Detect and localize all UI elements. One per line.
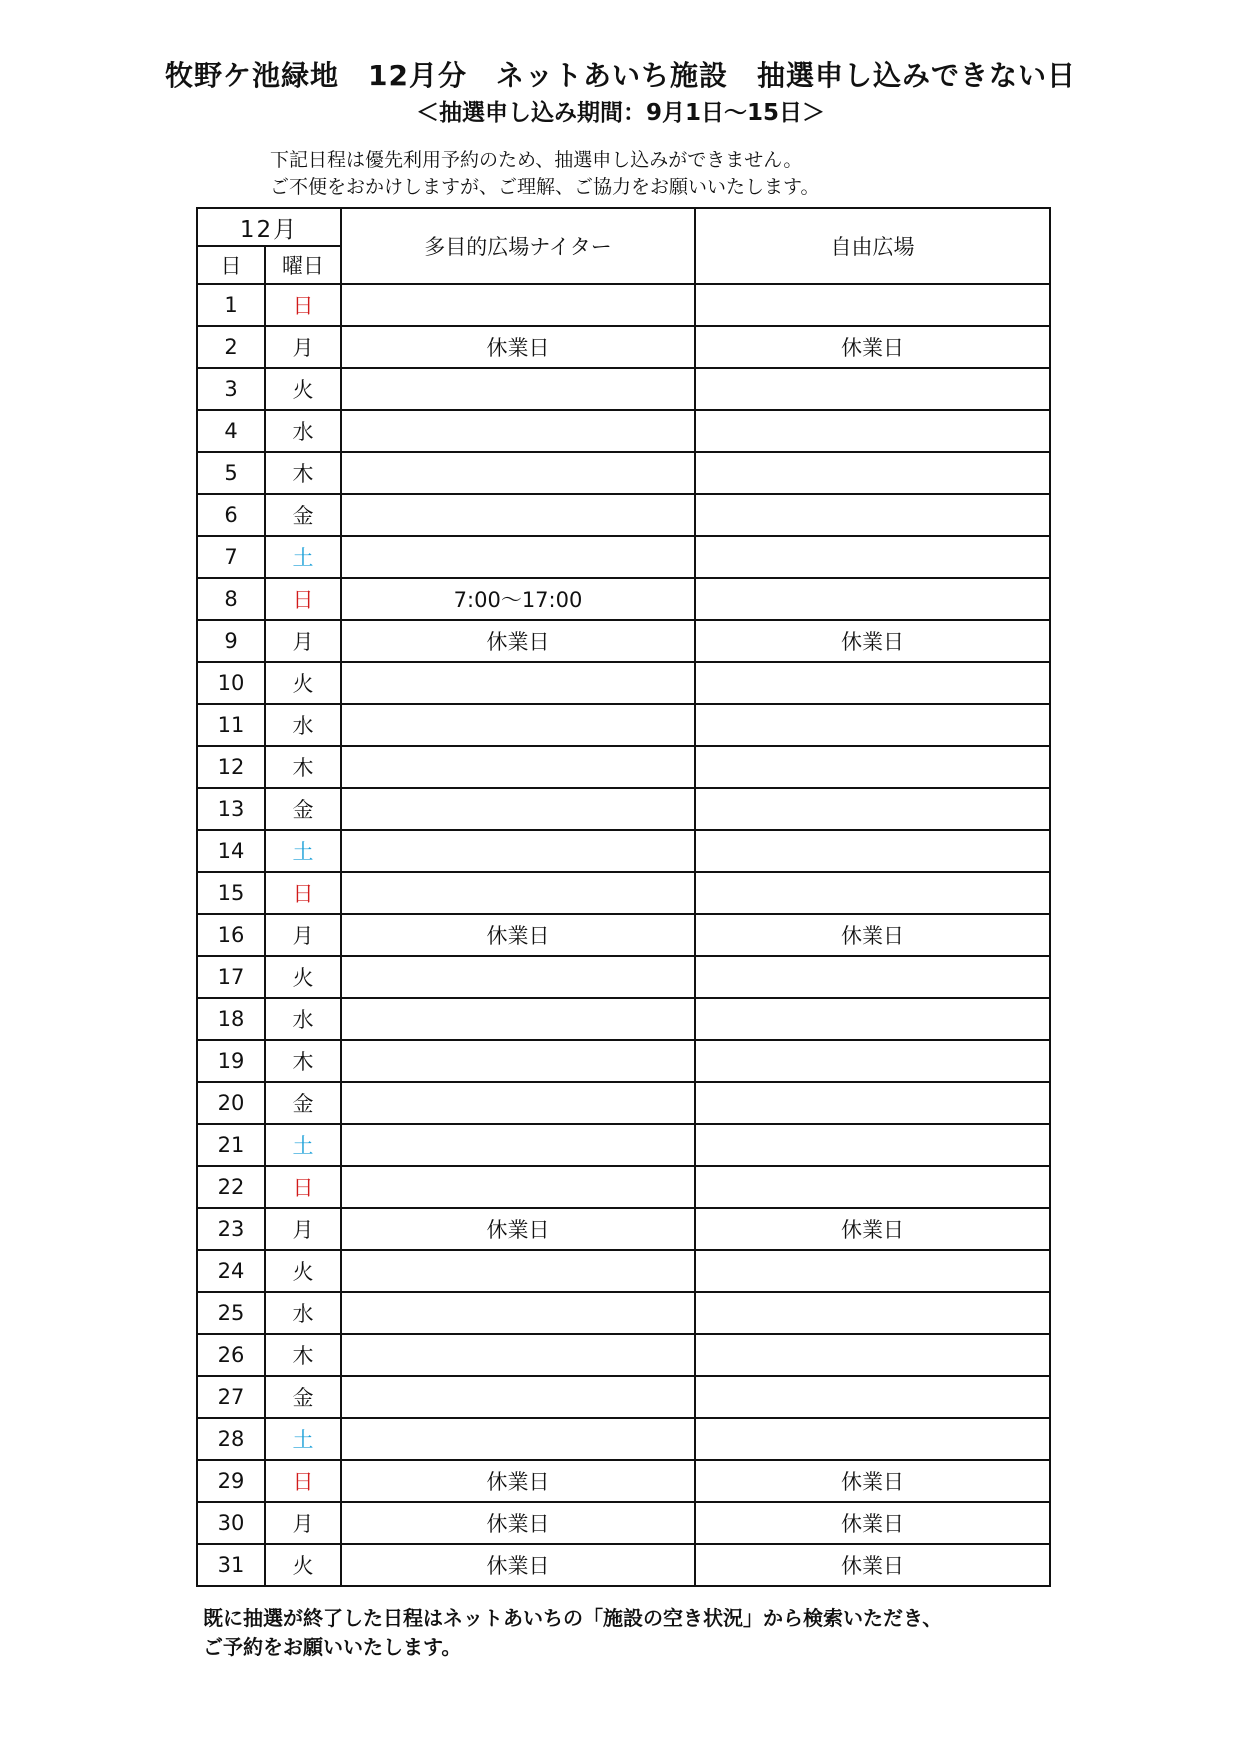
schedule-body — [197, 284, 1050, 1586]
day-cell: 30 — [197, 1502, 265, 1544]
notice-line-2: ご不便をおかけしますが、ご理解、ご協力をお願いいたします。 — [270, 176, 820, 198]
day-cell: 6 — [197, 494, 265, 536]
table-row — [197, 830, 1050, 872]
day-cell: 13 — [197, 788, 265, 830]
multipurpose-night-cell — [341, 662, 695, 704]
table-row — [197, 662, 1050, 704]
footer-note-line-2: ご予約をお願いいたします。 — [203, 1635, 462, 1659]
day-cell: 10 — [197, 662, 265, 704]
weekday-cell: 木 — [265, 1040, 341, 1082]
free-plaza-cell — [695, 746, 1050, 788]
day-cell: 22 — [197, 1166, 265, 1208]
table-row — [197, 536, 1050, 578]
multipurpose-night-cell — [341, 1250, 695, 1292]
free-plaza-cell — [695, 1418, 1050, 1460]
free-plaza-cell — [695, 956, 1050, 998]
weekday-cell: 火 — [265, 368, 341, 410]
table-row — [197, 746, 1050, 788]
day-cell: 20 — [197, 1082, 265, 1124]
multipurpose-night-cell — [341, 746, 695, 788]
free-plaza-cell: 休業日 — [695, 914, 1050, 956]
weekday-cell: 火 — [265, 956, 341, 998]
weekday-cell: 火 — [265, 1250, 341, 1292]
weekday-cell: 日 — [265, 1460, 341, 1502]
table-row — [197, 998, 1050, 1040]
multipurpose-night-cell — [341, 536, 695, 578]
weekday-cell: 土 — [265, 1418, 341, 1460]
table-row — [197, 1376, 1050, 1418]
table-row — [197, 914, 1050, 956]
free-plaza-cell — [695, 788, 1050, 830]
table-row — [197, 956, 1050, 998]
table-row — [197, 452, 1050, 494]
weekday-cell: 火 — [265, 1544, 341, 1586]
weekday-cell: 土 — [265, 830, 341, 872]
free-plaza-cell — [695, 998, 1050, 1040]
day-cell: 25 — [197, 1292, 265, 1334]
multipurpose-night-cell — [341, 998, 695, 1040]
free-plaza-cell — [695, 662, 1050, 704]
weekday-cell: 日 — [265, 1166, 341, 1208]
table-row — [197, 788, 1050, 830]
facility-header-multipurpose-night: 多目的広場ナイター — [341, 208, 695, 284]
free-plaza-cell — [695, 1124, 1050, 1166]
weekday-cell: 木 — [265, 452, 341, 494]
free-plaza-cell — [695, 1376, 1050, 1418]
free-plaza-cell — [695, 704, 1050, 746]
table-row — [197, 1502, 1050, 1544]
free-plaza-cell — [695, 1334, 1050, 1376]
weekday-cell: 金 — [265, 494, 341, 536]
free-plaza-cell: 休業日 — [695, 326, 1050, 368]
multipurpose-night-cell — [341, 956, 695, 998]
table-row — [197, 1544, 1050, 1586]
free-plaza-cell — [695, 1040, 1050, 1082]
day-cell: 28 — [197, 1418, 265, 1460]
free-plaza-cell — [695, 494, 1050, 536]
multipurpose-night-cell — [341, 788, 695, 830]
table-row — [197, 326, 1050, 368]
free-plaza-cell — [695, 1082, 1050, 1124]
day-cell: 14 — [197, 830, 265, 872]
weekday-cell: 月 — [265, 1208, 341, 1250]
free-plaza-cell: 休業日 — [695, 620, 1050, 662]
day-cell: 1 — [197, 284, 265, 326]
footer-note-line-1: 既に抽選が終了した日程はネットあいちの「施設の空き状況」から検索いただき、 — [203, 1606, 943, 1630]
day-cell: 17 — [197, 956, 265, 998]
table-row — [197, 1418, 1050, 1460]
weekday-cell: 木 — [265, 1334, 341, 1376]
multipurpose-night-cell: 休業日 — [341, 1208, 695, 1250]
free-plaza-cell: 休業日 — [695, 1460, 1050, 1502]
weekday-cell: 木 — [265, 746, 341, 788]
application-period: ＜抽選申し込み期間：9月1日～15日＞ — [415, 100, 825, 126]
table-row — [197, 620, 1050, 662]
free-plaza-cell — [695, 1292, 1050, 1334]
day-cell: 26 — [197, 1334, 265, 1376]
free-plaza-cell — [695, 284, 1050, 326]
multipurpose-night-cell — [341, 1418, 695, 1460]
day-cell: 8 — [197, 578, 265, 620]
multipurpose-night-cell: 休業日 — [341, 1502, 695, 1544]
weekday-cell: 月 — [265, 620, 341, 662]
multipurpose-night-cell: 7:00～17:00 — [341, 578, 695, 620]
weekday-cell: 日 — [265, 578, 341, 620]
weekday-column-header: 曜日 — [265, 246, 341, 284]
multipurpose-night-cell — [341, 284, 695, 326]
free-plaza-cell: 休業日 — [695, 1544, 1050, 1586]
table-row — [197, 1040, 1050, 1082]
multipurpose-night-cell — [341, 704, 695, 746]
schedule-table — [196, 207, 1051, 1587]
table-row — [197, 578, 1050, 620]
table-row — [197, 1250, 1050, 1292]
table-row — [197, 1334, 1050, 1376]
multipurpose-night-cell — [341, 872, 695, 914]
table-row — [197, 704, 1050, 746]
day-cell: 12 — [197, 746, 265, 788]
multipurpose-night-cell: 休業日 — [341, 1544, 695, 1586]
free-plaza-cell — [695, 872, 1050, 914]
multipurpose-night-cell — [341, 1082, 695, 1124]
multipurpose-night-cell: 休業日 — [341, 326, 695, 368]
free-plaza-cell — [695, 1166, 1050, 1208]
free-plaza-cell — [695, 410, 1050, 452]
month-header: 12月 — [197, 208, 341, 246]
day-column-header: 日 — [197, 246, 265, 284]
weekday-cell: 日 — [265, 872, 341, 914]
multipurpose-night-cell — [341, 410, 695, 452]
facility-header-free-plaza: 自由広場 — [695, 208, 1050, 284]
day-cell: 21 — [197, 1124, 265, 1166]
weekday-cell: 水 — [265, 704, 341, 746]
day-cell: 31 — [197, 1544, 265, 1586]
table-row — [197, 1082, 1050, 1124]
multipurpose-night-cell — [341, 1166, 695, 1208]
free-plaza-cell — [695, 1250, 1050, 1292]
day-cell: 7 — [197, 536, 265, 578]
weekday-cell: 火 — [265, 662, 341, 704]
multipurpose-night-cell — [341, 1040, 695, 1082]
weekday-cell: 月 — [265, 1502, 341, 1544]
free-plaza-cell — [695, 368, 1050, 410]
notice-line-1: 下記日程は優先利用予約のため、抽選申し込みができません。 — [270, 149, 803, 171]
day-cell: 16 — [197, 914, 265, 956]
table-row — [197, 1292, 1050, 1334]
free-plaza-cell: 休業日 — [695, 1502, 1050, 1544]
table-row — [197, 494, 1050, 536]
table-row — [197, 1166, 1050, 1208]
weekday-cell: 金 — [265, 1082, 341, 1124]
weekday-cell: 金 — [265, 1376, 341, 1418]
weekday-cell: 土 — [265, 1124, 341, 1166]
free-plaza-cell — [695, 536, 1050, 578]
table-row — [197, 1460, 1050, 1502]
weekday-cell: 金 — [265, 788, 341, 830]
multipurpose-night-cell: 休業日 — [341, 914, 695, 956]
multipurpose-night-cell — [341, 1292, 695, 1334]
table-row — [197, 1208, 1050, 1250]
weekday-cell: 日 — [265, 284, 341, 326]
weekday-cell: 月 — [265, 326, 341, 368]
weekday-cell: 土 — [265, 536, 341, 578]
day-cell: 24 — [197, 1250, 265, 1292]
day-cell: 19 — [197, 1040, 265, 1082]
free-plaza-cell — [695, 578, 1050, 620]
weekday-cell: 月 — [265, 914, 341, 956]
table-row — [197, 1124, 1050, 1166]
free-plaza-cell — [695, 452, 1050, 494]
day-cell: 27 — [197, 1376, 265, 1418]
multipurpose-night-cell — [341, 1124, 695, 1166]
weekday-cell: 水 — [265, 1292, 341, 1334]
multipurpose-night-cell — [341, 452, 695, 494]
multipurpose-night-cell — [341, 494, 695, 536]
table-row — [197, 410, 1050, 452]
day-cell: 15 — [197, 872, 265, 914]
multipurpose-night-cell — [341, 830, 695, 872]
page-title: 牧野ケ池緑地 12月分 ネットあいち施設 抽選申し込みできない日 — [165, 59, 1076, 92]
multipurpose-night-cell — [341, 1376, 695, 1418]
day-cell: 11 — [197, 704, 265, 746]
multipurpose-night-cell — [341, 1334, 695, 1376]
free-plaza-cell — [695, 830, 1050, 872]
day-cell: 29 — [197, 1460, 265, 1502]
weekday-cell: 水 — [265, 410, 341, 452]
weekday-cell: 水 — [265, 998, 341, 1040]
day-cell: 5 — [197, 452, 265, 494]
multipurpose-night-cell — [341, 368, 695, 410]
free-plaza-cell: 休業日 — [695, 1208, 1050, 1250]
day-cell: 9 — [197, 620, 265, 662]
day-cell: 23 — [197, 1208, 265, 1250]
day-cell: 4 — [197, 410, 265, 452]
multipurpose-night-cell: 休業日 — [341, 620, 695, 662]
table-row — [197, 872, 1050, 914]
day-cell: 3 — [197, 368, 265, 410]
multipurpose-night-cell: 休業日 — [341, 1460, 695, 1502]
day-cell: 18 — [197, 998, 265, 1040]
table-row — [197, 284, 1050, 326]
table-row — [197, 368, 1050, 410]
day-cell: 2 — [197, 326, 265, 368]
